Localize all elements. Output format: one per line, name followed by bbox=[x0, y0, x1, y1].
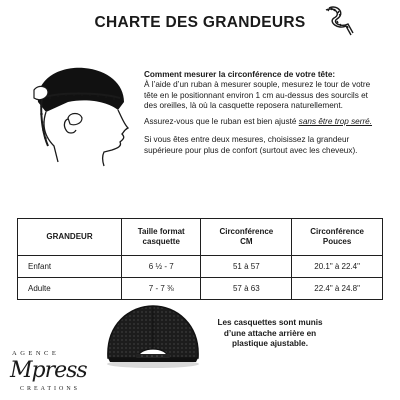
header-cm: Circonférence CM bbox=[201, 219, 292, 256]
instructions-paragraph-2: Assurez-vous que le ruban est bien ajusté bbox=[144, 117, 299, 127]
logo-bottom-text: CREATIONS bbox=[20, 386, 81, 392]
header-grandeur: GRANDEUR bbox=[18, 219, 122, 256]
cell-cap-size: 6 ½ - 7 bbox=[122, 256, 201, 278]
header-pouces: Circonférence Pouces bbox=[292, 219, 383, 256]
cap-note: Les casquettes sont munis d’une attache arrière en plastique ajustable. bbox=[217, 318, 323, 348]
cell-inches: 20.1" à 22.4" bbox=[292, 256, 383, 278]
cell-size-name: Enfant bbox=[18, 256, 122, 278]
instructions-paragraph-1: À l’aide d’un ruban à mesurer souple, mesurez le tour de votre tête en le positionnant environ 1 cm au-dessus des sourcils et des oreilles, là où la casquette reposera naturellement. bbox=[144, 80, 371, 110]
instructions-question: Comment mesurer la circonférence de votre tête: bbox=[144, 70, 336, 79]
cell-size-name: Adulte bbox=[18, 278, 122, 300]
head-measure-illustration bbox=[28, 62, 140, 170]
cell-cap-size: 7 - 7 ⅜ bbox=[122, 278, 201, 300]
table-row bbox=[18, 278, 383, 300]
cell-cm: 51 à 57 bbox=[201, 256, 292, 278]
cell-cm: 57 à 63 bbox=[201, 278, 292, 300]
logo-top-text: AGENCE bbox=[12, 350, 60, 357]
instructions-paragraph-3: Si vous êtes entre deux mesures, choisissez la grandeur supérieure pour plus de confort (surtout avec les cheveux). bbox=[144, 135, 358, 155]
table-header-row bbox=[18, 219, 383, 256]
trucker-cap-back-illustration bbox=[100, 298, 206, 370]
size-table bbox=[17, 218, 383, 300]
instructions-emphasis: sans être trop serré. bbox=[298, 117, 373, 127]
logo-script-text: Mpress bbox=[10, 358, 87, 383]
measuring-tape-icon bbox=[320, 4, 356, 40]
page-title: CHARTE DES GRANDEURS bbox=[94, 14, 306, 31]
cell-inches: 22.4" à 24.8" bbox=[292, 278, 383, 300]
instructions-block bbox=[144, 70, 374, 162]
brand-logo bbox=[4, 328, 100, 400]
table-row bbox=[18, 256, 383, 278]
header-taille: Taille format casquette bbox=[122, 219, 201, 256]
